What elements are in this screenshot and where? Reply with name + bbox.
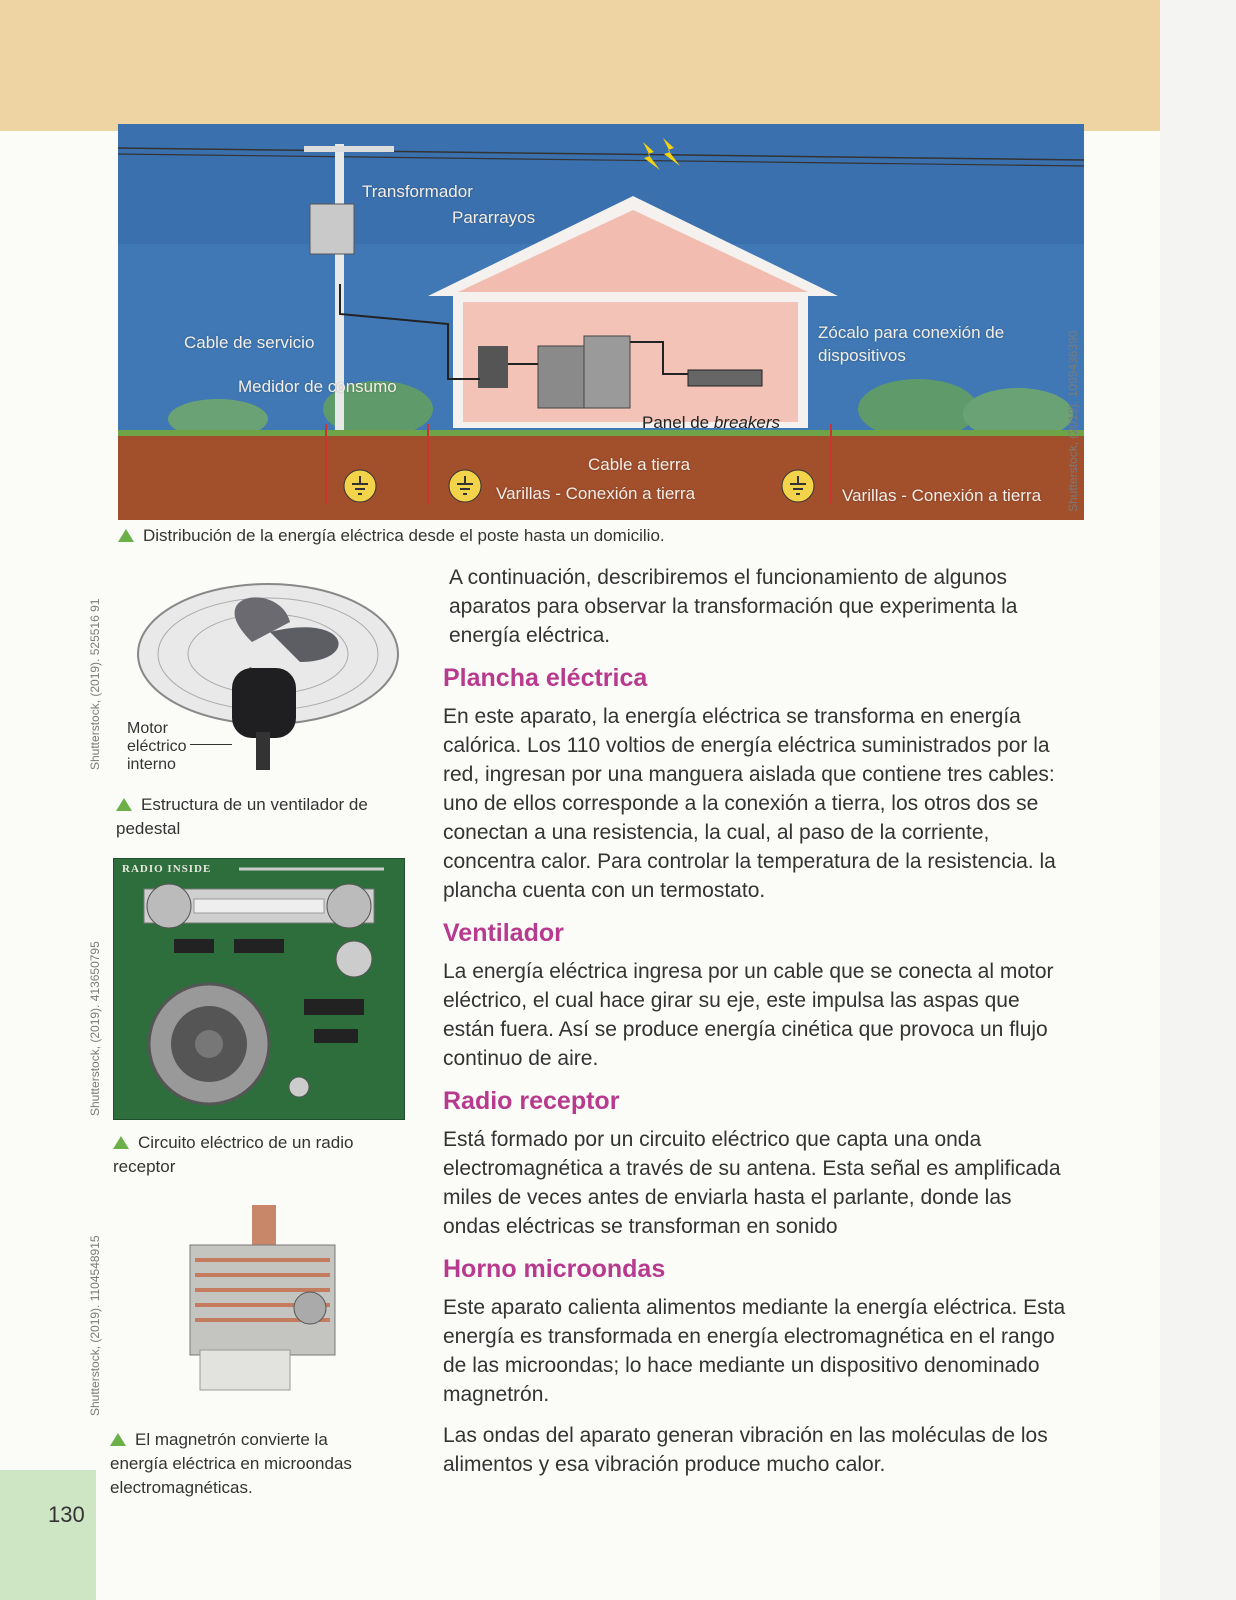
intro-paragraph: A continuación, describiremos el funcionamiento de algunos aparatos para observar la transformación que experimenta la energía eléctrica.: [449, 566, 1018, 647]
fan-motor-label: Motor eléctrico interno: [127, 720, 187, 773]
label-cable-tierra: Cable a tierra: [588, 455, 691, 474]
label-zocalo: Zócalo para conexión de dispositivos: [818, 323, 1005, 365]
triangle-icon: [116, 798, 132, 811]
fan-caption-text: Estructura de un ventilador de pedestal: [116, 795, 368, 838]
label-medidor: Medidor de consumo: [238, 377, 397, 396]
triangle-icon: [110, 1433, 126, 1446]
radio-caption: [113, 1131, 398, 1179]
section-paragraph-plancha: En este aparato, la energía eléctrica se transforma en energía calórica. Los 110 voltios de energía eléctrica suministrados por la red, ingresan por una manguera aislada que contiene tres cables: uno de ellos corresponde a la conexión a tierra, los otros dos se conectan a una resistencia, la cual, al paso de la corriente, concentra calor. Para controlar la temperatura de la resistencia. la plancha cuenta con un termostato.: [443, 705, 1056, 902]
section-title-horno: Horno microondas: [443, 1255, 666, 1283]
magnetron-caption-text: El magnetrón convierte la energía eléctrica en microondas electromagnéticas.: [110, 1430, 352, 1497]
label-panel-breakers: [642, 413, 780, 433]
diagram-credit: Shutterstock, (2019). 1099436390: [1066, 330, 1080, 512]
label-varillas-2: Varillas - Conexión a tierra: [842, 486, 1042, 505]
section-title-ventilador: Ventilador: [443, 919, 564, 947]
radio-image: [113, 858, 405, 1120]
section-paragraph-ventilador: La energía eléctrica ingresa por un cable que se conecta al motor eléctrico, el cual hace girar su eje, este impulsa las aspas que están fuera. Así se produce energía cinética que provoca un flujo continuo de aire.: [443, 960, 1054, 1070]
fan-credit: Shutterstock, (2019). 525516 91: [88, 598, 102, 770]
triangle-icon: [113, 1136, 129, 1149]
label-panel-prefix: Panel de: [642, 413, 714, 432]
section-title-radio: Radio receptor: [443, 1087, 620, 1115]
radio-credit: Shutterstock, (2019). 413650795: [88, 941, 102, 1116]
triangle-icon: [118, 529, 134, 542]
magnetron-credit: Shutterstock, (2019). 1104548915: [88, 1235, 102, 1416]
label-varillas-1: Varillas - Conexión a tierra: [496, 484, 696, 503]
main-content: [443, 563, 1073, 1491]
magnetron-caption: [110, 1428, 375, 1500]
label-pararrayos: Pararrayos: [452, 208, 536, 227]
page-number: 130: [48, 1502, 85, 1527]
radio-board-text: RADIO INSIDE: [122, 863, 212, 875]
section-paragraph-radio: Está formado por un circuito eléctrico que capta una onda electromagnética a través de su antena. Esta señal es amplificada miles de veces antes de enviarla hasta el parlante, donde las ondas eléctricas se transforman en sonido: [443, 1128, 1061, 1238]
radio-caption-text: Circuito eléctrico de un radio receptor: [113, 1133, 354, 1176]
label-transformador: Transformador: [362, 182, 473, 201]
section-paragraph-horno-2: Las ondas del aparato generan vibración en las moléculas de los alimentos y esa vibración produce mucho calor.: [443, 1424, 1048, 1476]
fan-label-line: [190, 744, 232, 745]
diagram-caption-text: Distribución de la energía eléctrica desde el poste hasta un domicilio.: [143, 526, 665, 545]
diagram-caption: [118, 524, 665, 548]
label-cable-servicio: Cable de servicio: [184, 333, 315, 352]
electricity-distribution-diagram: [118, 124, 1084, 520]
page-number-tab: [0, 1470, 96, 1600]
magnetron-image: [170, 1200, 355, 1400]
section-paragraph-horno-1: Este aparato calienta alimentos mediante la energía eléctrica. Esta energía es transformada en energía electromagnética en el rango de las microondas; lo hace mediante un dispositivo denominado magnetrón.: [443, 1296, 1066, 1406]
top-color-band: [0, 0, 1160, 131]
fan-caption: [116, 793, 396, 841]
section-title-plancha: Plancha eléctrica: [443, 664, 648, 692]
label-panel-italic: breakers: [713, 413, 780, 432]
page-edge: [1160, 0, 1236, 1600]
